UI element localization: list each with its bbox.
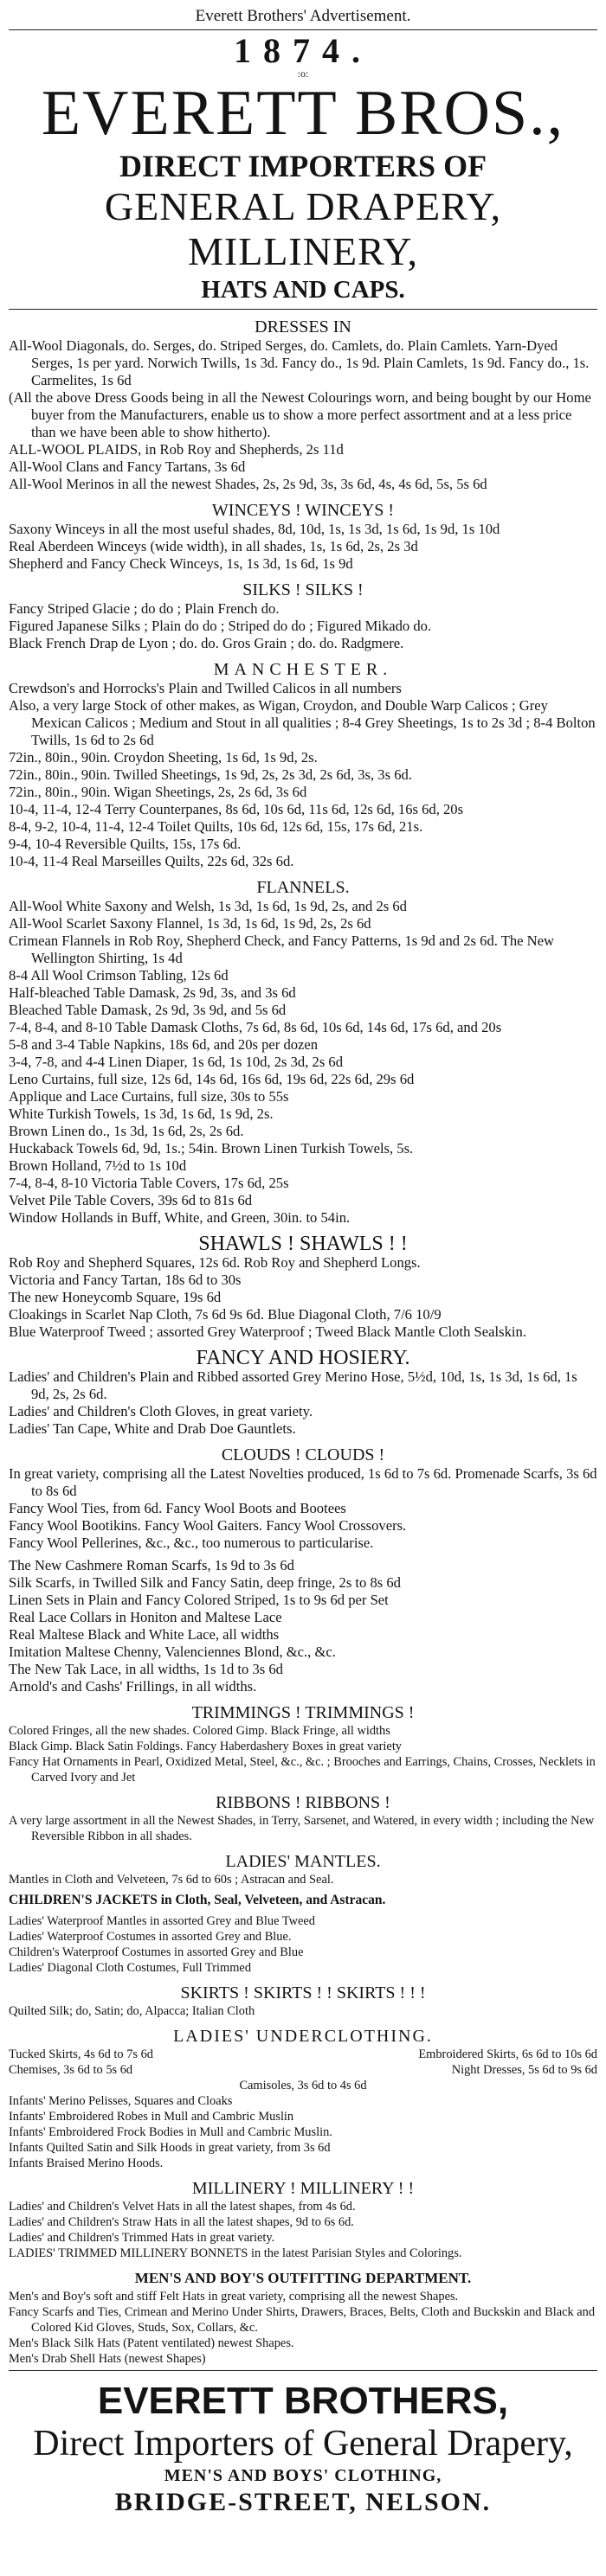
dresses-line: All-Wool Merinos in all the newest Shades, 2s, 2s 9d, 3s, 3s 6d, 4s, 4s 6d, 5s, 5s 6d: [9, 476, 487, 492]
children-jackets-title: CHILDREN'S JACKETS in Cloth, Seal, Velveteen, and Astracan.: [9, 1893, 386, 1907]
manchester-line: 72in., 80in., 90in. Twilled Sheetings, 1s 9d, 2s, 2s 3d, 2s 6d, 3s, 3s 6d.: [9, 766, 412, 783]
hosiery-line: Ladies' and Children's Cloth Gloves, in great variety.: [9, 1403, 313, 1419]
clouds-line: In great variety, comprising all the Latest Novelties produced, 1s 6d to 7s 6d. Promenade Scarfs, 3s 6d to 8s 6d: [9, 1465, 597, 1499]
footer-clothing: MEN'S AND BOYS' CLOTHING,: [164, 2466, 442, 2485]
silks-line: Fancy Striped Glacie ; do do ; Plain French do.: [9, 600, 280, 617]
trimmings-line: Fancy Hat Ornaments in Pearl, Oxidized Metal, Steel, &c., &c. ; Brooches and Earrings, Chains, Crosses, Necklets in Carved Ivory and Jet: [9, 1755, 596, 1785]
manchester-line: 72in., 80in., 90in. Croydon Sheeting, 1s 6d, 1s 9d, 2s.: [9, 749, 318, 766]
mantles-line: Mantles in Cloth and Velveteen, 7s 6d to 60s ; Astracan and Seal.: [9, 1873, 334, 1887]
children-line: Children's Waterproof Costumes in assorted Grey and Blue: [9, 1945, 304, 1959]
flannels-line: Bleached Table Damask, 2s 9d, 3s 9d, and 5s 6d: [9, 1002, 287, 1018]
header-title: Everett Brothers' Advertisement.: [195, 7, 411, 25]
footer-tagline: Direct Importers of General Drapery,: [33, 2424, 573, 2464]
flannels-line: Applique and Lace Curtains, full size, 30s to 55s: [9, 1088, 289, 1105]
lace-line: Real Lace Collars in Honiton and Maltese Lace: [9, 1609, 282, 1625]
section-title-underclothing: LADIES' UNDERCLOTHING.: [173, 2027, 433, 2046]
manchester-line: 9-4, 10-4 Reversible Quilts, 15s, 17s 6d.: [9, 836, 242, 852]
infants-line: Infants' Merino Pelisses, Squares and Cloaks: [9, 2094, 233, 2108]
outfitting-line: Fancy Scarfs and Ties, Crimean and Merino Under Shirts, Drawers, Braces, Belts, Cloth and Buckskin and Black and Colored Kid Gloves, Studs, Sox, Collars, &c.: [9, 2305, 596, 2335]
section-title-outfitting: MEN'S AND BOY'S OUTFITTING DEPARTMENT.: [134, 2270, 472, 2286]
flannels-line: 3-4, 7-8, and 4-4 Linen Diaper, 1s 6d, 1s 10d, 2s 3d, 2s 6d: [9, 1054, 344, 1070]
section-title-dresses: DRESSES IN: [255, 317, 351, 336]
outfitting-line: Men's and Boy's soft and stiff Felt Hats in great variety, comprising all the newest Shapes.: [9, 2290, 459, 2304]
flannels-line: Velvet Pile Table Covers, 39s 6d to 81s 6d: [9, 1192, 253, 1208]
flannels-line: 7-4, 8-4, and 8-10 Table Damask Cloths, 7s 6d, 8s 6d, 10s 6d, 14s 6d, 17s 6d, and 20s: [9, 1019, 502, 1035]
section-title-shawls: SHAWLS ! SHAWLS ! !: [198, 1233, 408, 1255]
shawls-line: Rob Roy and Shepherd Squares, 12s 6d. Rob Roy and Shepherd Longs.: [9, 1254, 421, 1271]
winceys-line: Saxony Winceys in all the most useful shades, 8d, 10d, 1s, 1s 3d, 1s 6d, 1s 9d, 1s 10d: [9, 521, 500, 537]
clouds-line: Fancy Wool Pellerines, &c., &c., too numerous to particularise.: [9, 1535, 374, 1551]
children-line: Ladies' Waterproof Costumes in assorted Grey and Blue.: [9, 1930, 292, 1944]
flannels-line: White Turkish Towels, 1s 3d, 1s 6d, 1s 9d, 2s.: [9, 1105, 274, 1122]
subtitle-hats: HATS AND CAPS.: [201, 276, 405, 304]
millinery-line: Ladies' and Children's Velvet Hats in all the latest shapes, from 4s 6d.: [9, 2200, 356, 2214]
flannels-line: Crimean Flannels in Rob Roy, Shepherd Check, and Fancy Patterns, 1s 9d and 2s 6d. The New Wellington Shirting, 1s 4d: [9, 932, 555, 966]
manchester-line: Also, a very large Stock of other makes, as Wigan, Croydon, and Double Warp Calicos ; Grey Mexican Calicos ; Medium and Stout in all qualities ; 8-4 Grey Sheetings, 1s to 2s 3d ; 8-4 Bolton Twills, 1s 6d to 2s 6d: [9, 697, 596, 748]
hosiery-line: Ladies' and Children's Plain and Ribbed assorted Grey Merino Hose, 5½d, 10d, 1s, 1s 3d, 1s 6d, 1s 9d, 2s, 2s 6d.: [9, 1368, 577, 1402]
lace-line: Arnold's and Cashs' Frillings, in all widths.: [9, 1678, 257, 1695]
manchester-line: 8-4, 9-2, 10-4, 11-4, 12-4 Toilet Quilts, 10s 6d, 12s 6d, 15s, 17s 6d, 21s.: [9, 818, 423, 835]
outfitting-line: Men's Black Silk Hats (Patent ventilated) newest Shapes.: [9, 2336, 294, 2350]
underclothing-row: [9, 2047, 597, 2062]
outfitting-line: Men's Drab Shell Hats (newest Shapes): [9, 2352, 206, 2366]
section-title-ribbons: RIBBONS ! RIBBONS !: [216, 1793, 390, 1812]
section-title-manchester: MANCHESTER.: [213, 660, 393, 679]
shawls-line: The new Honeycomb Square, 19s 6d: [9, 1289, 222, 1305]
dresses-line: ALL-WOOL PLAIDS, in Rob Roy and Shepherds, 2s 11d: [9, 441, 344, 458]
flannels-line: 8-4 All Wool Crimson Tabling, 12s 6d: [9, 967, 229, 984]
flannels-line: Brown Linen do., 1s 3d, 1s 6d, 2s, 2s 6d.: [9, 1123, 244, 1139]
skirts-line: Quilted Silk; do, Satin; do, Alpacca; Italian Cloth: [9, 2004, 255, 2018]
infants-line: Infants' Embroidered Frock Bodies in Mull and Cambric Muslin.: [9, 2125, 332, 2139]
trimmings-line: Colored Fringes, all the new shades. Colored Gimp. Black Fringe, all widths: [9, 1724, 390, 1738]
manchester-line: 10-4, 11-4, 12-4 Terry Counterpanes, 8s 6d, 10s 6d, 11s 6d, 12s 6d, 16s 6d, 20s: [9, 801, 464, 817]
infants-line: Infants Braised Merino Hoods.: [9, 2156, 164, 2170]
footer-address: BRIDGE-STREET, NELSON.: [114, 2488, 492, 2516]
divider: [9, 29, 597, 30]
winceys-line: Real Aberdeen Winceys (wide width), in all shades, 1s, 1s 6d, 2s, 2s 3d: [9, 538, 418, 554]
lace-line: Real Maltese Black and White Lace, all widths: [9, 1626, 280, 1643]
divider: [9, 2370, 597, 2371]
silks-line: Figured Japanese Silks ; Plain do do ; Striped do do ; Figured Mikado do.: [9, 618, 432, 634]
flannels-line: Window Hollands in Buff, White, and Green, 30in. to 54in.: [9, 1209, 351, 1226]
section-title-clouds: CLOUDS ! CLOUDS !: [221, 1445, 385, 1464]
lace-line: The New Tak Lace, in all widths, 1s 1d to 3s 6d: [9, 1661, 283, 1677]
underclothing-item: Tucked Skirts, 4s 6d to 7s 6d: [9, 2047, 153, 2061]
dresses-line: All-Wool Diagonals, do. Serges, do. Striped Serges, do. Camlets, do. Plain Camlets. Yarn-Dyed Serges, 1s per yard. Norwich Twills, 1s 3d. Fancy do., 1s 9d. Plain Camlets, 1s 9d. Fancy do., 1s. Carmelites, 1s 6d: [9, 337, 590, 388]
flannels-line: 5-8 and 3-4 Table Napkins, 18s 6d, and 20s per dozen: [9, 1036, 319, 1053]
flannels-line: Half-bleached Table Damask, 2s 9d, 3s, and 3s 6d: [9, 984, 296, 1001]
section-title-silks: SILKS ! SILKS !: [242, 580, 364, 599]
flannels-line: Huckaback Towels 6d, 9d, 1s.; 54in. Brown Linen Turkish Towels, 5s.: [9, 1140, 414, 1157]
flannels-line: 7-4, 8-4, 8-10 Victoria Table Covers, 17s 6d, 25s: [9, 1175, 289, 1191]
flannels-line: Brown Holland, 7½d to 1s 10d: [9, 1157, 187, 1174]
lace-line: Imitation Maltese Chenny, Valenciennes Blond, &c., &c.: [9, 1644, 336, 1660]
subtitle-importers: DIRECT IMPORTERS OF: [119, 149, 487, 183]
flannels-line: All-Wool Scarlet Saxony Flannel, 1s 3d, 1s 6d, 1s 9d, 2s, 2s 6d: [9, 915, 371, 932]
manchester-line: 72in., 80in., 90in. Wigan Sheetings, 2s, 2s 6d, 3s 6d: [9, 784, 307, 800]
ornament: :o:: [297, 67, 309, 80]
clouds-line: Fancy Wool Ties, from 6d. Fancy Wool Boots and Bootees: [9, 1500, 346, 1516]
lace-line: Linen Sets in Plain and Fancy Colored Striped, 1s to 9s 6d per Set: [9, 1592, 389, 1608]
footer-company: EVERETT BROTHERS,: [97, 2380, 509, 2422]
divider: [9, 309, 597, 310]
underclothing-item: Camisoles, 3s 6d to 4s 6d: [239, 2079, 367, 2092]
advertisement-page: [9, 0, 597, 2518]
millinery-line: Ladies' and Children's Trimmed Hats in great variety.: [9, 2231, 275, 2245]
infants-line: Infants' Embroidered Robes in Mull and Cambric Muslin: [9, 2110, 294, 2124]
section-title-skirts: SKIRTS ! SKIRTS ! ! SKIRTS ! ! !: [180, 1983, 426, 2002]
section-title-trimmings: TRIMMINGS ! TRIMMINGS !: [191, 1703, 415, 1722]
underclothing-item: Chemises, 3s 6d to 5s 6d: [9, 2063, 133, 2077]
dresses-line: All-Wool Clans and Fancy Tartans, 3s 6d: [9, 458, 246, 475]
millinery-line: LADIES' TRIMMED MILLINERY BONNETS in the latest Parisian Styles and Colorings.: [9, 2246, 462, 2260]
silks-line: Black French Drap de Lyon ; do. do. Gros Grain ; do. do. Radgmere.: [9, 635, 404, 651]
shawls-line: Victoria and Fancy Tartan, 18s 6d to 30s: [9, 1272, 242, 1288]
ribbons-line: A very large assortment in all the Newest Shades, in Terry, Sarsenet, and Watered, in every width ; including the New Reversible Ribbon in all shades.: [9, 1814, 595, 1843]
hosiery-line: Ladies' Tan Cape, White and Drab Doe Gauntlets.: [9, 1420, 296, 1437]
section-title-flannels: FLANNELS.: [256, 878, 350, 897]
children-line: Ladies' Waterproof Mantles in assorted Grey and Blue Tweed: [9, 1914, 315, 1928]
flannels-line: Leno Curtains, full size, 12s 6d, 14s 6d, 16s 6d, 19s 6d, 22s 6d, 29s 6d: [9, 1071, 415, 1087]
section-title-hosiery: FANCY AND HOSIERY.: [196, 1347, 410, 1369]
infants-line: Infants Quilted Satin and Silk Hoods in great variety, from 3s 6d: [9, 2141, 331, 2155]
subtitle-drapery: GENERAL DRAPERY, MILLINERY,: [104, 184, 502, 273]
manchester-line: Crewdson's and Horrocks's Plain and Twilled Calicos in all numbers: [9, 680, 402, 696]
section-title-mantles: LADIES' MANTLES.: [225, 1852, 381, 1871]
year: 1874.: [234, 31, 372, 70]
trimmings-line: Black Gimp. Black Satin Foldings. Fancy Haberdashery Boxes in great variety: [9, 1740, 403, 1753]
winceys-line: Shepherd and Fancy Check Winceys, 1s, 1s 3d, 1s 6d, 1s 9d: [9, 555, 353, 572]
underclothing-row: [9, 2062, 597, 2078]
section-title-winceys: WINCEYS ! WINCEYS !: [211, 501, 395, 520]
section-title-millinery: MILLINERY ! MILLINERY ! !: [191, 2179, 415, 2198]
underclothing-item: Embroidered Skirts, 6s 6d to 10s 6d: [418, 2047, 597, 2061]
lace-line: Silk Scarfs, in Twilled Silk and Fancy Satin, deep fringe, 2s to 8s 6d: [9, 1574, 401, 1591]
dresses-line: (All the above Dress Goods being in all the Newest Colourings worn, and being bought by our Home buyer from the Manufacturers, enable us to show a more perfect assortment and at a less price than we have been able to show hitherto).: [9, 389, 591, 440]
underclothing-item: Night Dresses, 5s 6d to 9s 6d: [451, 2063, 597, 2077]
children-line: Ladies' Diagonal Cloth Costumes, Full Trimmed: [9, 1961, 252, 1975]
lace-line: The New Cashmere Roman Scarfs, 1s 9d to 3s 6d: [9, 1557, 294, 1573]
clouds-line: Fancy Wool Bootikins. Fancy Wool Gaiters. Fancy Wool Crossovers.: [9, 1517, 407, 1534]
manchester-line: 10-4, 11-4 Real Marseilles Quilts, 22s 6d, 32s 6d.: [9, 853, 294, 869]
shawls-line: Cloakings in Scarlet Nap Cloth, 7s 6d 9s 6d. Blue Diagonal Cloth, 7/6 10/9: [9, 1306, 442, 1323]
shawls-line: Blue Waterproof Tweed ; assorted Grey Waterproof ; Tweed Black Mantle Cloth Sealskin.: [9, 1323, 526, 1340]
millinery-line: Ladies' and Children's Straw Hats in all the latest shapes, 9d to 6s 6d.: [9, 2215, 354, 2229]
flannels-line: All-Wool White Saxony and Welsh, 1s 3d, 1s 6d, 1s 9d, 2s, and 2s 6d: [9, 898, 407, 914]
brand-name: EVERETT BROS.,: [41, 78, 565, 149]
